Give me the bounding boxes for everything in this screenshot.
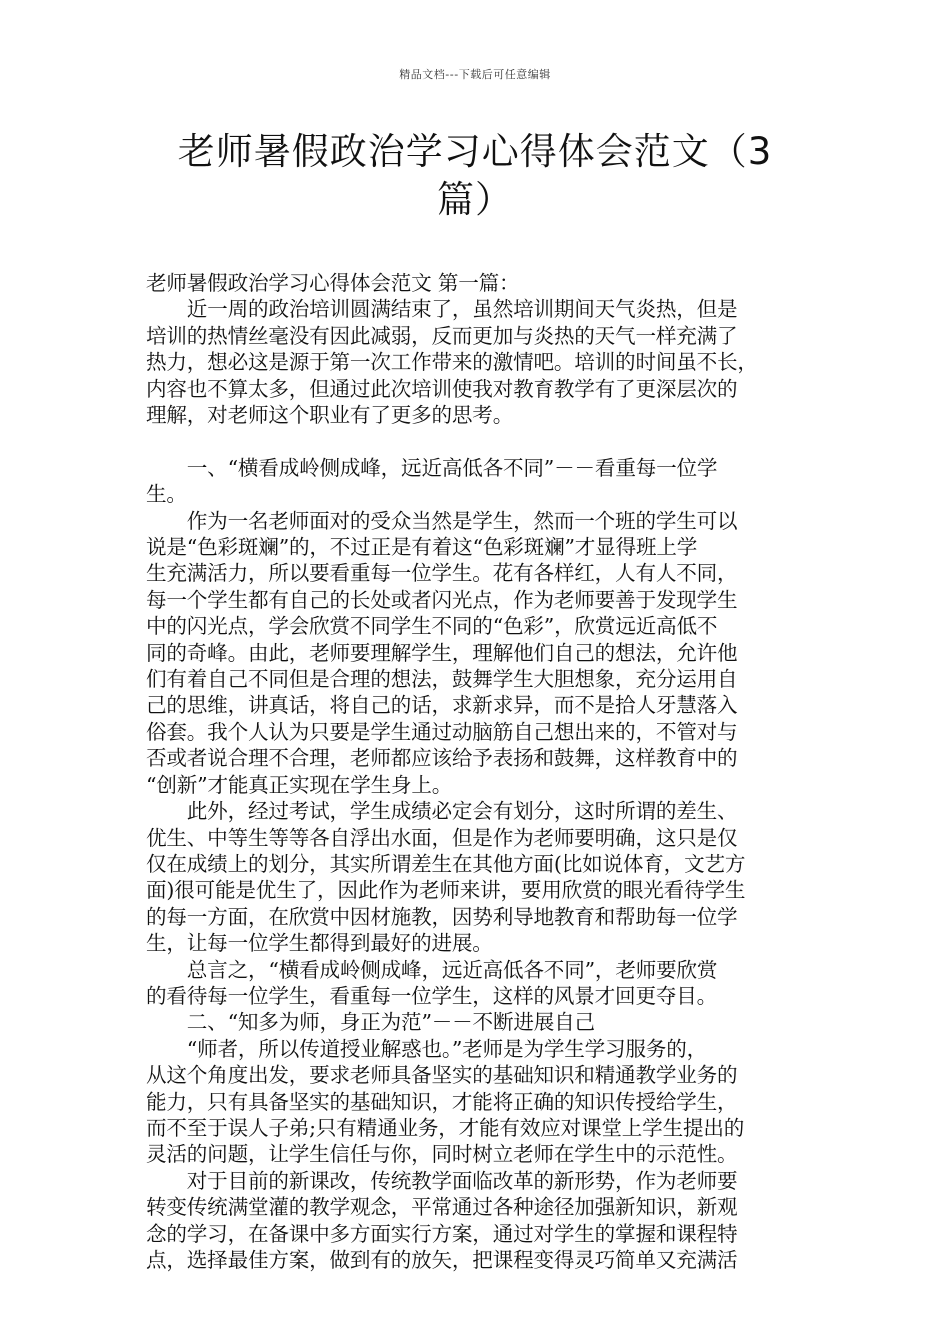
text-line: 二、“知多为师，身正为范”－－不断进展自己 xyxy=(146,1010,595,1035)
text-line: 念的学习，在备课中多方面实行方案，通过对学生的掌握和课程特 xyxy=(146,1221,738,1246)
text-line: 同的奇峰。由此，老师要理解学生，理解他们自己的想法，允许他 xyxy=(146,640,738,665)
blank-line xyxy=(146,428,810,454)
text-line: “创新”才能真正实现在学生身上。 xyxy=(146,772,453,797)
text-line: 此外，经过考试，学生成绩必定会有划分，这时所谓的差生、 xyxy=(146,799,738,824)
text-line: 内容也不算太多，但通过此次培训使我对教育教学有了更深层次的 xyxy=(146,376,738,401)
text-line: 仅在成绩上的划分，其实所谓差生在其他方面(比如说体育，文艺方 xyxy=(146,851,746,876)
text-line: 每一个学生都有自己的长处或者闪光点，作为老师要善于发现学生 xyxy=(146,587,738,612)
text-line: 一、“横看成岭侧成峰，远近高低各不同”－－看重每一位学 xyxy=(146,455,718,480)
title-line: 篇） xyxy=(437,178,513,221)
title-line: 老师暑假政治学习心得体会范文（3 xyxy=(177,130,773,173)
document-title xyxy=(140,128,810,224)
text-line: 转变传统满堂灌的教学观念，平常通过各种途径加强新知识，新观 xyxy=(146,1195,738,1220)
text-line: 灵活的问题，让学生信任与你，同时树立老师在学生中的示范性。 xyxy=(146,1142,738,1167)
text-line: 而不至于误人子弟;只有精通业务，才能有效应对课堂上学生提出的 xyxy=(146,1115,745,1140)
text-line: 们有着自己不同但是合理的想法，鼓舞学生大胆想象，充分运用自 xyxy=(146,667,738,692)
text-line: 说是“色彩斑斓”的，不过正是有着这“色彩斑斓”才显得班上学 xyxy=(146,535,698,560)
text-line: 作为一名老师面对的受众当然是学生，然而一个班的学生可以 xyxy=(146,508,738,533)
text-line: 生。 xyxy=(146,482,187,507)
text-line: 中的闪光点，学会欣赏不同学生不同的“色彩”，欣赏远近高低不 xyxy=(146,614,718,639)
text-line: “师者，所以传道授业解惑也。”老师是为学生学习服务的， xyxy=(146,1036,707,1061)
text-line: 的每一方面，在欣赏中因材施教，因势利导地教育和帮助每一位学 xyxy=(146,904,738,929)
text-line: 己的思维，讲真话，将自己的话，求新求异，而不是拾人牙慧落入 xyxy=(146,693,738,718)
text-line: 培训的热情丝毫没有因此减弱，反而更加与炎热的天气一样充满了 xyxy=(146,323,738,348)
text-line: 能力，只有具备坚实的基础知识，才能将正确的知识传授给学生， xyxy=(146,1089,738,1114)
text-line: 总言之，“横看成岭侧成峰，远近高低各不同”，老师要欣赏 xyxy=(146,957,718,982)
text-line: 理解，对老师这个职业有了更多的思考。 xyxy=(146,403,514,428)
text-line: 生充满活力，所以要看重每一位学生。花有各样红，人有人不同， xyxy=(146,561,738,586)
text-line: 点，选择最佳方案，做到有的放矢，把课程变得灵巧简单又充满活 xyxy=(146,1248,738,1273)
text-line: 优生、中等生等等各自浮出水面，但是作为老师要明确，这只是仅 xyxy=(146,825,738,850)
text-line: 近一周的政治培训圆满结束了，虽然培训期间天气炎热，但是 xyxy=(146,297,738,322)
document-body xyxy=(146,270,810,1273)
text-line: 热力，想必这是源于第一次工作带来的激情吧。培训的时间虽不长， xyxy=(146,350,758,375)
text-line: 面)很可能是优生了，因此作为老师来讲，要用欣赏的眼光看待学生 xyxy=(146,878,746,903)
text-line: 生，让每一位学生都得到最好的进展。 xyxy=(146,931,493,956)
text-line: 从这个角度出发，要求老师具备坚实的基础知识和精通教学业务的 xyxy=(146,1063,738,1088)
text-line: 否或者说合理不合理，老师都应该给予表扬和鼓舞，这样教育中的 xyxy=(146,746,738,771)
text-line: 对于目前的新课改，传统教学面临改革的新形势，作为老师要 xyxy=(146,1168,738,1193)
text-line: 老师暑假政治学习心得体会范文 第一篇： xyxy=(146,271,520,295)
text-line: 的看待每一位学生，看重每一位学生，这样的风景才回更夺目。 xyxy=(146,983,718,1008)
header-note: 精品文档---下载后可任意编辑 xyxy=(399,68,551,81)
text-line: 俗套。我个人认为只要是学生通过动脑筋自己想出来的，不管对与 xyxy=(146,719,738,744)
